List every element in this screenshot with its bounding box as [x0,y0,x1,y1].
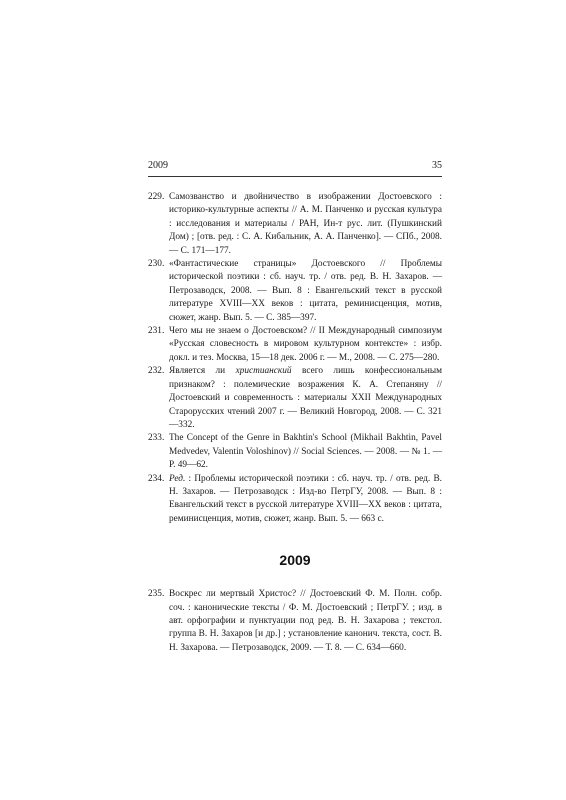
entry-text: Чего мы не знаем о Достоевском? // II Международный симпозиум «Русская словесность в мировом культурном контексте» : избр. докл. и тез. Москва, 15—18 дек. 2006 г. — М., 2008. — С. 275—280. [169,326,442,363]
running-head-year: 2009 [148,160,168,171]
entry-text: «Фантастические страницы» Достоевского // Проблемы исторической поэтики : сб. науч. тр. / отв. ред. В. Н. Захаров. — Петрозаводск, 2008. — Вып. 8 : Евангельский текст в русской литературе XVIII—XX веков : цитата, реминисценция, мотив, сюжет, жанр. Вып. 5. — С. 385—397. [169,259,442,323]
entry-text: Является ли христианский всего лишь конфессиональным признаком? : полемические возражения К. А. Степаняну // Достоевский и современность : материалы XXII Международных Старорусских чтений 2007 г. — Великий Новгород, 2008. — С. 321—332. [169,366,442,430]
editor-label: Ред. [169,473,186,484]
entry-text: Воскрес ли мертвый Христос? // Достоевский Ф. М. Полн. собр. соч. : канонические тексты / Ф. М. Достоевский ; ПетрГУ. ; изд. в авт. орфографии и пунктуации под ред. В. Н. Захарова ; текстол. группа В. Н. Захаров [и др.] ; установление канонич. текста, сост. В. Н. Захарова. — Петрозаводск, 2009. — Т. 8. — С. 634—660. [169,589,442,653]
bibliography-entry [148,258,442,325]
bibliography-entry [148,325,442,365]
entry-text: Самозванство и двойничество в изображении Достоевского : историко-культурные аспекты // А. М. Панченко и русская культура : исследования и материалы / РАН, Ин-т рус. лит. (Пушкинский Дом) ; [отв. ред. : С. А. Кибальник, А. А. Панченко]. — СПб., 2008. — С. 171—177. [169,192,442,256]
bibliography-list-2008 [148,191,442,526]
page-number: 35 [432,160,442,171]
bibliography-entry [148,365,442,432]
entry-text: The Concept of the Genre in Bakhtin's School (Mikhail Bakhtin, Pavel Medvedev, Valentin Voloshinov) // Social Sciences. — 2008. — № 1. — P. 49—62. [169,433,442,471]
bibliography-entry [148,588,442,655]
entry-number: 234. [148,473,165,484]
entry-number: 229. [148,192,165,202]
bibliography-list-2009 [148,588,442,655]
book-page [148,160,442,655]
italic-term: христианский [235,366,292,377]
entry-number: 230. [148,259,165,270]
entry-number: 233. [148,433,165,444]
bibliography-entry [148,191,442,258]
entry-text: Ред. : Проблемы исторической поэтики : сб. науч. тр. / отв. ред. В. Н. Захаров. — Петрозаводск : Изд-во ПетрГУ, 2008. — Вып. 8 : Евангельский текст в русской литературе XVIII—XX веков : цитата, реминисценция, мотив, сюжет, жанр. Вып. 5. — 663 с. [169,473,442,524]
entry-number: 232. [148,366,165,377]
running-head [148,160,442,177]
bibliography-entry [148,473,442,527]
year-heading: 2009 [279,552,311,569]
bibliography-entry [148,432,442,472]
entry-number: 235. [148,589,165,600]
entry-number: 231. [148,326,165,337]
